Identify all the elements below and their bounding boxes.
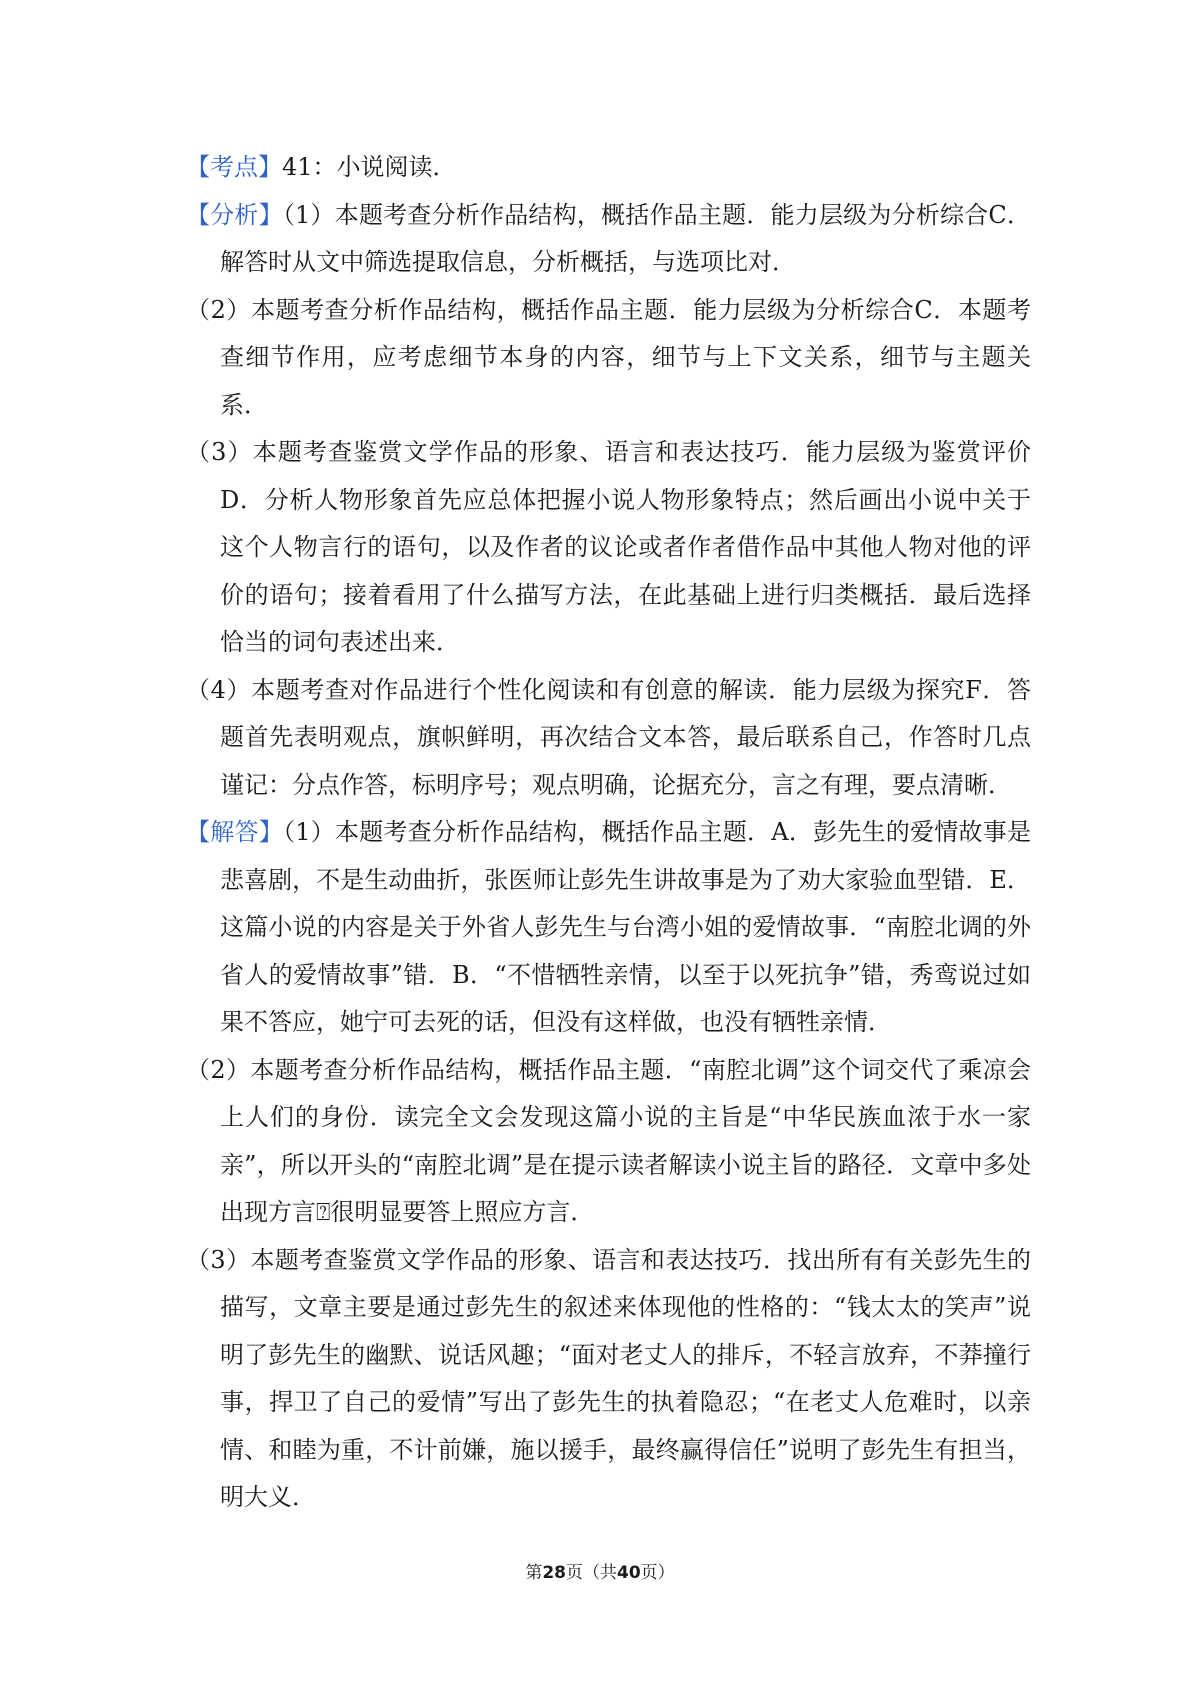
jieda-paragraph-1	[186, 809, 1031, 1047]
jieda-paragraph-3: （3）本题考查鉴赏文学作品的形象、语言和表达技巧．找出所有有关彭先生的描写，文章主要是通过彭先生的叙述来体现他的性格的：“钱太太的笑声”说明了彭先生的幽默、说话风趣；“面对老丈人的排斥，不轻言放弃，不莽撞行事，捍卫了自己的爱情”写出了彭先生的执着隐忍；“在老丈人危难时，以亲情、和睦为重，不计前嫌，施以援手，最终赢得信任”说明了彭先生有担当，明大义．	[186, 1245, 1031, 1511]
kaodian-paragraph	[186, 144, 1031, 192]
fenxi-text-1: （1）本题考查分析作品结构，概括作品主题．能力层级为分析综合C．解答时从文中筛选提取信息，分析概括，与选项比对．	[220, 200, 1031, 276]
fenxi-paragraph-4: （4）本题考查对作品进行个性化阅读和有创意的解读．能力层级为探究F．答题首先表明观点，旗帜鲜明，再次结合文本答，最后联系自己，作答时几点谨记：分点作答，标明序号；观点明确，论据充分，言之有理，要点清晰．	[186, 675, 1031, 799]
fenxi-label: 【分析】	[186, 200, 283, 229]
footer-page-number: 28	[542, 1563, 566, 1583]
page-footer	[0, 1558, 1200, 1583]
fenxi-paragraph-2: （2）本题考查分析作品结构，概括作品主题．能力层级为分析综合C．本题考查细节作用，应考虑细节本身的内容，细节与上下文关系，细节与主题关系．	[186, 295, 1031, 419]
kaodian-text: 41：小说阅读．	[282, 153, 457, 181]
footer-middle: 页（共	[566, 1563, 617, 1583]
kaodian-label: 【考点】	[186, 153, 282, 181]
fenxi-paragraph-1	[186, 192, 1031, 287]
jieda-paragraph-2: （2）本题考查分析作品结构，概括作品主题．“南腔北调”这个词交代了乘凉会上人们的身份．读完全文会发现这篇小说的主旨是“中华民族血浓于水一家亲”，所以开头的“南腔北调”是在提示读者解读小说主旨的路径．文章中多处出现方言⍰很明显要答上照应方言．	[186, 1055, 1031, 1226]
answer-content	[186, 144, 1031, 1522]
jieda-text-1: （1）本题考查分析作品结构，概括作品主题．A．彭先生的爱情故事是悲喜剧，不是生动曲折，张医师让彭先生讲故事是为了劝大家验血型错．E．这篇小说的内容是关于外省人彭先生与台湾小姐的爱情故事．“南腔北调的外省人的爱情故事”错．B．“不惜牺牲亲情，以至于以死抗争”错，秀鸾说过如果不答应，她宁可去死的话，但没有这样做，也没有牺牲亲情．	[220, 818, 1031, 1036]
footer-suffix: 页）	[640, 1563, 675, 1583]
fenxi-paragraph-3: （3）本题考查鉴赏文学作品的形象、语言和表达技巧．能力层级为鉴赏评价D．分析人物形象首先应总体把握小说人物形象特点；然后画出小说中关于这个人物言行的语句，以及作者的议论或者作者借作品中其他人物对他的评价的语句；接着看用了什么描写方法，在此基础上进行归类概括．最后选择恰当的词句表述出来．	[186, 438, 1031, 656]
footer-prefix: 第	[525, 1563, 543, 1583]
jieda-label: 【解答】	[186, 818, 283, 846]
footer-total-pages: 40	[617, 1563, 641, 1583]
